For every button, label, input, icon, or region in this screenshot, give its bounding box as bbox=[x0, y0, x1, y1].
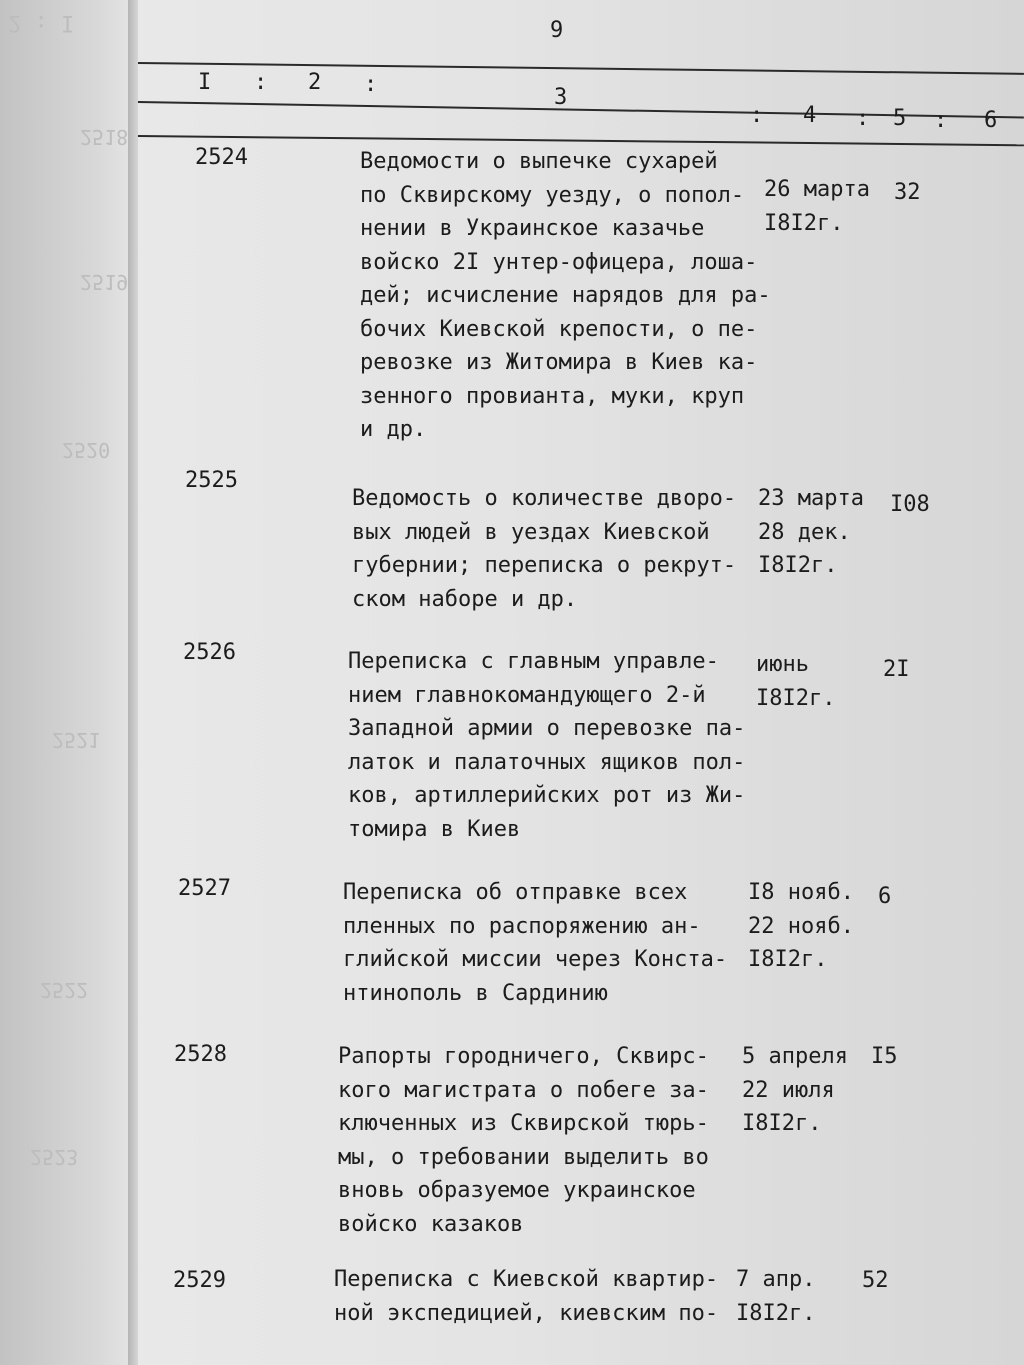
record-description: Ведомости о выпечке сухарей по Сквирскому уезду, о попол- нении в Украинское казачье войско 2I унтер-офицера, лоша- дей; исчисление нарядов для ра- бочих Киевской крепости, о пе- ревозке из Житомира в Киев ка- зенного провианта, муки, круп и др. bbox=[360, 149, 771, 442]
record-number: 2526 bbox=[183, 640, 236, 665]
record-sheet-count: 6 bbox=[878, 884, 892, 909]
record-sheet-count: 52 bbox=[862, 1268, 889, 1293]
record-number: 2524 bbox=[195, 145, 248, 170]
header-rule-top bbox=[138, 62, 1024, 75]
record-number: 2529 bbox=[173, 1268, 226, 1293]
column-header-6: 6 bbox=[984, 108, 998, 133]
page-number: 9 bbox=[550, 18, 564, 43]
left-ghost-number: 2519 bbox=[80, 270, 129, 294]
column-separator: : bbox=[254, 70, 268, 95]
left-ghost-number: 2520 bbox=[62, 438, 111, 462]
record-dates: 23 марта 28 дек. I8I2г. bbox=[758, 486, 864, 578]
column-header-5: 5 bbox=[893, 106, 907, 131]
column-separator: : bbox=[364, 72, 378, 97]
record-description: Ведомость о количестве дворо- вых людей в уездах Киевской губернии; переписка о рекрут- ском наборе и др. bbox=[352, 486, 737, 612]
left-page bbox=[0, 0, 138, 1365]
record-number: 2525 bbox=[185, 468, 238, 493]
column-separator: : bbox=[750, 103, 764, 128]
record-sheet-count: I08 bbox=[890, 492, 930, 517]
record-description: Рапорты городничего, Сквирс- кого магистрата о побеге за- ключенных из Сквирской тюрь- мы, о требовании выделить во вновь образуемое украинское войско казаков bbox=[338, 1044, 709, 1237]
header-rule-middle bbox=[138, 101, 1024, 118]
record-sheet-count: I5 bbox=[871, 1044, 898, 1069]
record-dates: I8 нояб. 22 нояб. I8I2г. bbox=[748, 880, 854, 972]
left-ghost-number: 2523 bbox=[30, 1145, 79, 1169]
left-ghost-number: 2521 bbox=[52, 728, 101, 752]
record-sheet-count: 32 bbox=[894, 180, 921, 205]
record-number: 2527 bbox=[178, 876, 231, 901]
record-dates: июнь I8I2г. bbox=[756, 652, 836, 711]
left-page-header: 2 : I bbox=[8, 10, 75, 35]
record-dates: 26 марта I8I2г. bbox=[764, 177, 870, 236]
document-page bbox=[138, 0, 1024, 1365]
column-separator: : bbox=[934, 108, 948, 133]
record-sheet-count: 2I bbox=[883, 657, 910, 682]
left-ghost-number: 2522 bbox=[40, 978, 89, 1002]
column-header-4: 4 bbox=[803, 103, 817, 128]
left-ghost-number: 2518 bbox=[80, 125, 129, 149]
column-header-2: 2 bbox=[308, 70, 322, 95]
record-description: Переписка с Киевской квартир- ной экспедицией, киевским по- bbox=[334, 1267, 719, 1326]
column-separator: : bbox=[856, 106, 870, 131]
column-header-3: 3 bbox=[554, 85, 568, 110]
record-number: 2528 bbox=[174, 1042, 227, 1067]
record-dates: 7 апр. I8I2г. bbox=[736, 1267, 816, 1326]
record-description: Переписка с главным управле- нием главнокомандующего 2-й Западной армии о перевозке па- латок и палаточных ящиков пол- ков, артиллерийских рот из Жи- томира в Киев bbox=[348, 649, 746, 842]
record-dates: 5 апреля 22 июля I8I2г. bbox=[742, 1044, 848, 1136]
column-header-1: I bbox=[198, 70, 212, 95]
record-description: Переписка об отправке всех пленных по распоряжению ан- глийской миссии через Конста- нтинополь в Сардинию bbox=[343, 880, 728, 1006]
